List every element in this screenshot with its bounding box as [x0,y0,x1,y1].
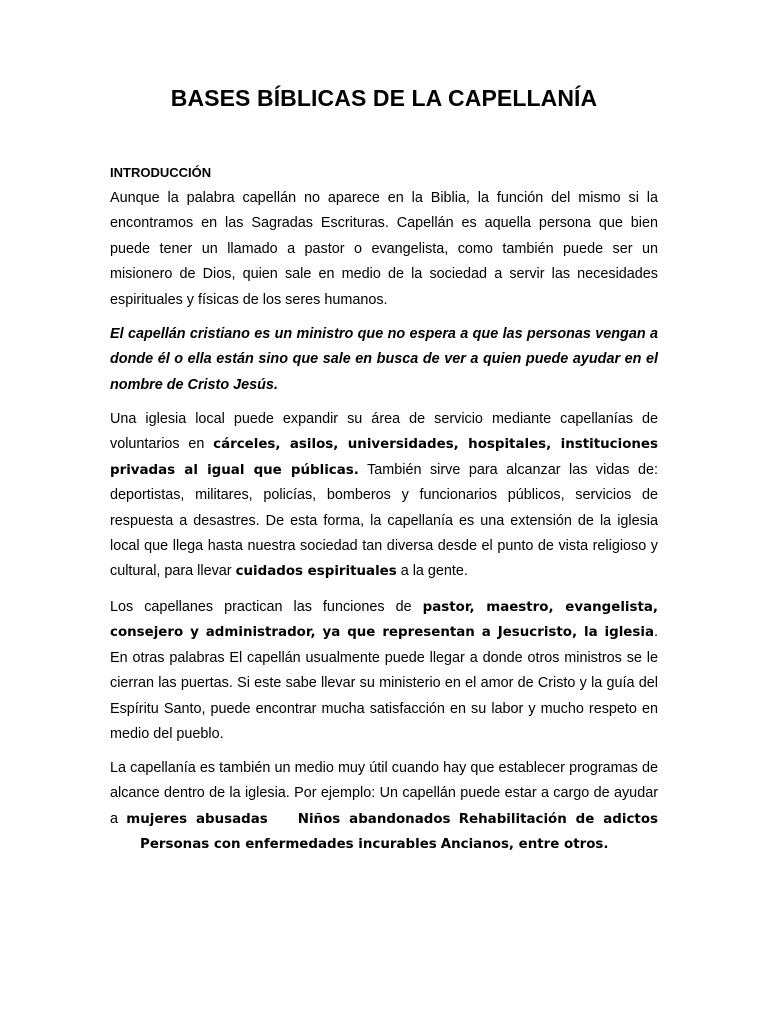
bold-spiritual-care: cuidados espirituales [235,564,397,580]
bold-addiction-rehab: Rehabilitación de adictos [458,811,658,827]
bold-functions: pastor, maestro, evangelista, consejero y administrador, ya que representan a Jesucristo, la iglesia [110,600,658,641]
paragraph-programs [110,756,658,858]
paragraph-functions [110,595,658,747]
paragraph-local-church [110,407,658,585]
document-title: BASES BÍBLICAS DE LA CAPELLANÍA [170,85,598,111]
bold-abandoned-children: Niños abandonados [297,811,451,827]
bold-incurable-illness: Personas con enfermedades incurables [140,837,437,853]
text-run: Los capellanes practican las funciones de [110,599,423,615]
section-heading: INTRODUCCIÓN [110,165,212,180]
bold-abused-women: mujeres abusadas [126,811,268,827]
paragraph-intro: Aunque la palabra capellán no aparece en la Biblia, la función del mismo si la encontramos en las Sagradas Escrituras. Capellán es aquella persona que bien puede tener un llamado a pastor o evangelista, como también puede ser un misionero de Dios, quien sale en medio de la sociedad a servir las necesidades espirituales y físicas de los seres humanos. [110,190,658,308]
bold-places: cárceles, asilos, universidades, hospitales, instituciones privadas al igual que públicas. [110,437,658,478]
text-run: También sirve para alcanzar las vidas de: deportistas, militares, policías, bomberos y funcionarios públicos, servicios de respuesta a desastres. De esta forma, la capellanía es una extensión de la iglesia local que llega hasta nuestra sociedad tan diversa desde el punto de vista religioso y cultural, para llevar [110,461,658,580]
text-run: . En otras palabras El capellán usualmente puede llegar a donde otros ministros se le cierran las puertas. Si este sabe llevar su ministerio en el amor de Cristo y la guía del Espíritu Santo, puede encontrar mucha satisfacción en su labor y mucho respeto en medio del pueblo. [110,624,658,743]
text-run: Una iglesia local puede expandir su área de servicio mediante capellanías de voluntarios en [110,411,658,453]
text-run: La capellanía es también un medio muy útil cuando hay que establecer programas de alcance dentro de la iglesia. Por ejemplo: Un capellán puede estar a cargo de ayudar a [110,760,658,827]
bold-elderly: Ancianos, entre otros. [440,837,609,853]
text-run: a la gente. [396,563,468,580]
paragraph-definition: El capellán cristiano es un ministro que no espera a que las personas vengan a donde él o ella están sino que sale en busca de ver a quien puede ayudar en el nombre de Cristo Jesús. [110,326,658,393]
